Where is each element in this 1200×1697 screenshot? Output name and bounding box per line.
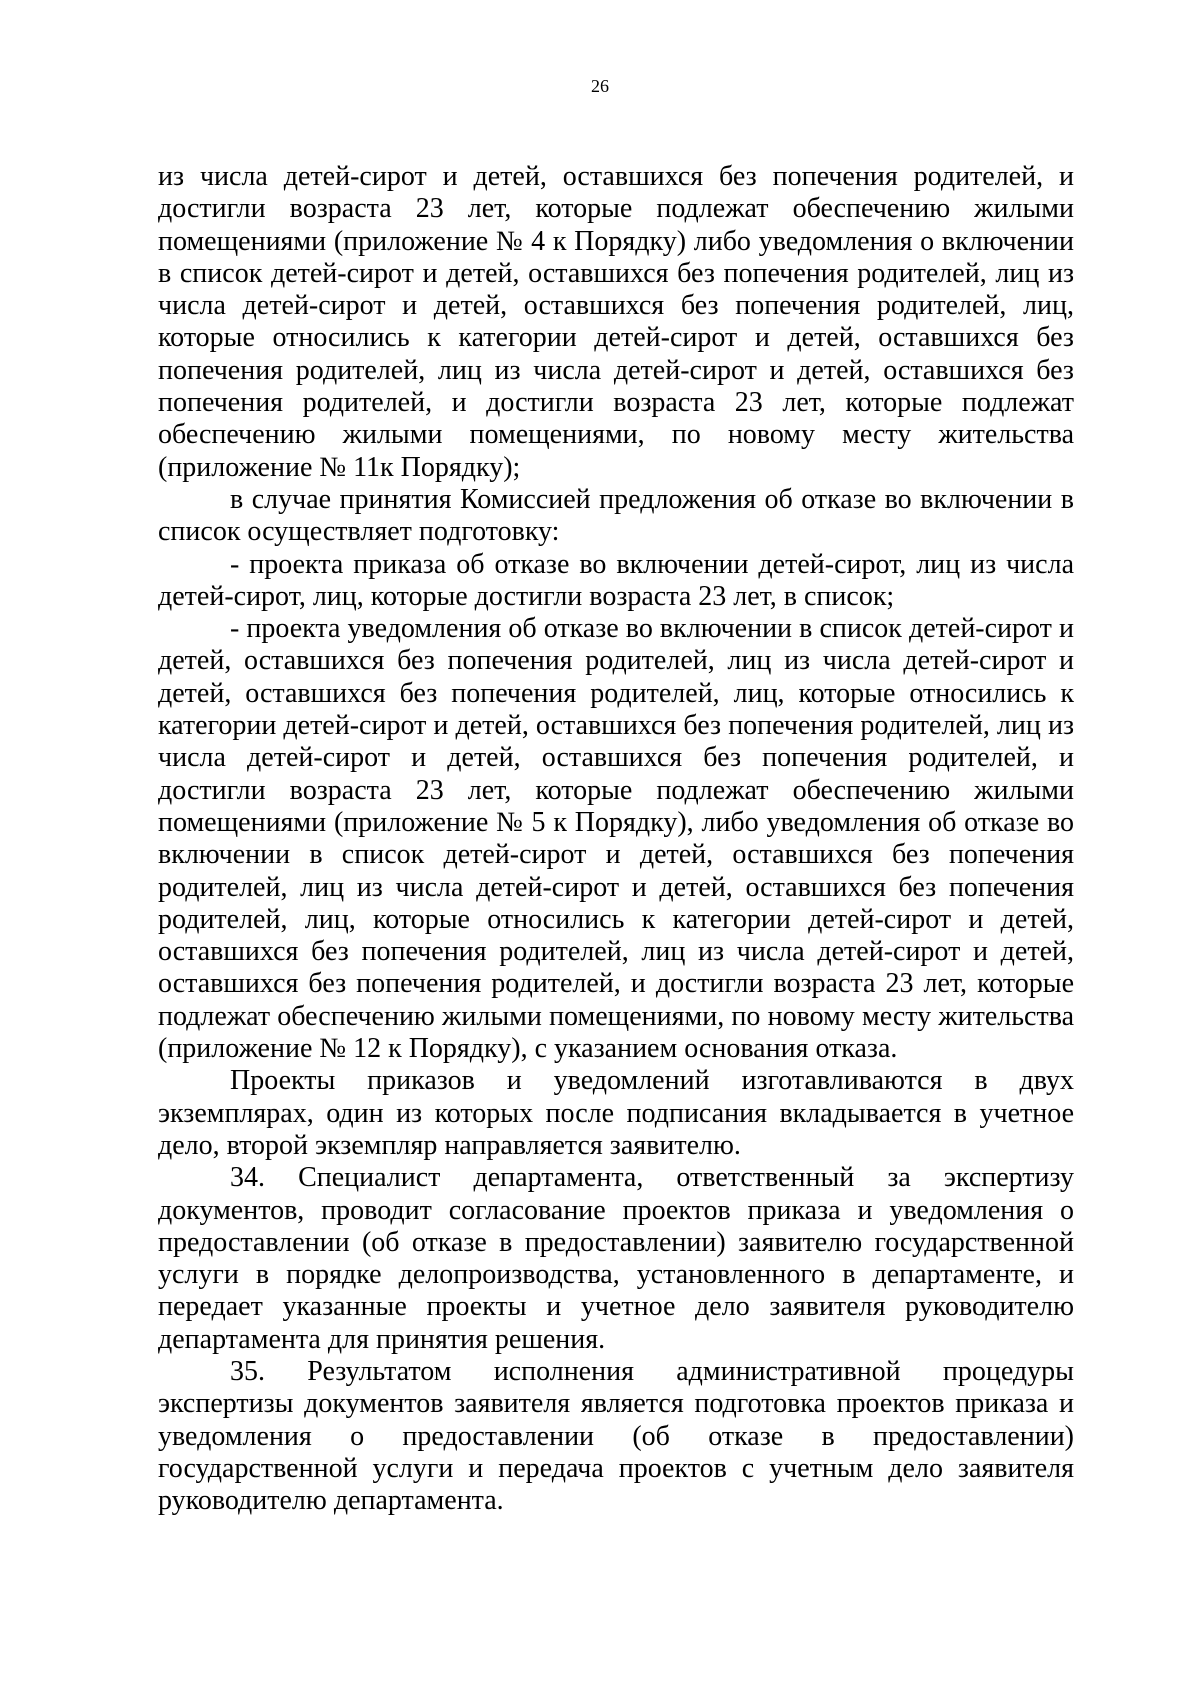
- paragraph-34: 34. Специалист департамента, ответственный за экспертизу документов, проводит согласование проектов приказа и уведомления о предоставлении (об отказе в предоставлении) заявителю государственной услуги в порядке делопроизводства, установленного в департаменте, и передает указанные проекты и учетное дело заявителя руководителю департамента для принятия решения.: [158, 1162, 1074, 1355]
- paragraph-continuation: из числа детей-сирот и детей, оставшихся без попечения родителей, и достигли возраста 23 лет, которые подлежат обеспечению жилыми помещениями (приложение № 4 к Порядку) либо уведомления о включении в список детей-сирот и детей, оставшихся без попечения родителей, лиц из числа детей-сирот и детей, оставшихся без попечения родителей, лиц, которые относились к категории детей-сирот и детей, оставшихся без попечения родителей, лиц из числа детей-сирот и детей, оставшихся без попечения родителей, и достигли возраста 23 лет, которые подлежат обеспечению жилыми помещениями, по новому месту жительства (приложение № 11к Порядку);: [158, 161, 1074, 483]
- paragraph-order-draft: - проекта приказа об отказе во включении детей-сирот, лиц из числа детей-сирот, лиц, которые достигли возраста 23 лет, в список;: [158, 548, 1074, 612]
- document-body: [158, 161, 1074, 1517]
- paragraph-refusal-case: в случае принятия Комиссией предложения об отказе во включении в список осуществляет подготовку:: [158, 483, 1074, 548]
- paragraph-copies: Проекты приказов и уведомлений изготавливаются в двух экземплярах, один из которых после подписания вкладывается в учетное дело, второй экземпляр направляется заявителю.: [158, 1065, 1074, 1161]
- paragraph-35: 35. Результатом исполнения административной процедуры экспертизы документов заявителя является подготовка проектов приказа и уведомления о предоставлении (об отказе в предоставлении) государственной услуги и передача проектов с учетным дело заявителя руководителю департамента.: [158, 1355, 1074, 1517]
- paragraph-notice-draft: - проекта уведомления об отказе во включении в список детей-сирот и детей, оставшихся без попечения родителей, лиц из числа детей-сирот и детей, оставшихся без попечения родителей, лиц, которые относились к категории детей-сирот и детей, оставшихся без попечения родителей, лиц из числа детей-сирот и детей, оставшихся без попечения родителей, и достигли возраста 23 лет, которые подлежат обеспечению жилыми помещениями (приложение № 5 к Порядку), либо уведомления об отказе во включении в список детей-сирот и детей, оставшихся без попечения родителей, лиц из числа детей-сирот и детей, оставшихся без попечения родителей, лиц, которые относились к категории детей-сирот и детей, оставшихся без попечения родителей, лиц из числа детей-сирот и детей, оставшихся без попечения родителей, и достигли возраста 23 лет, которые подлежат обеспечению жилыми помещениями, по новому месту жительства (приложение № 12 к Порядку), с указанием основания отказа.: [158, 613, 1074, 1065]
- page-number: 26: [591, 76, 609, 96]
